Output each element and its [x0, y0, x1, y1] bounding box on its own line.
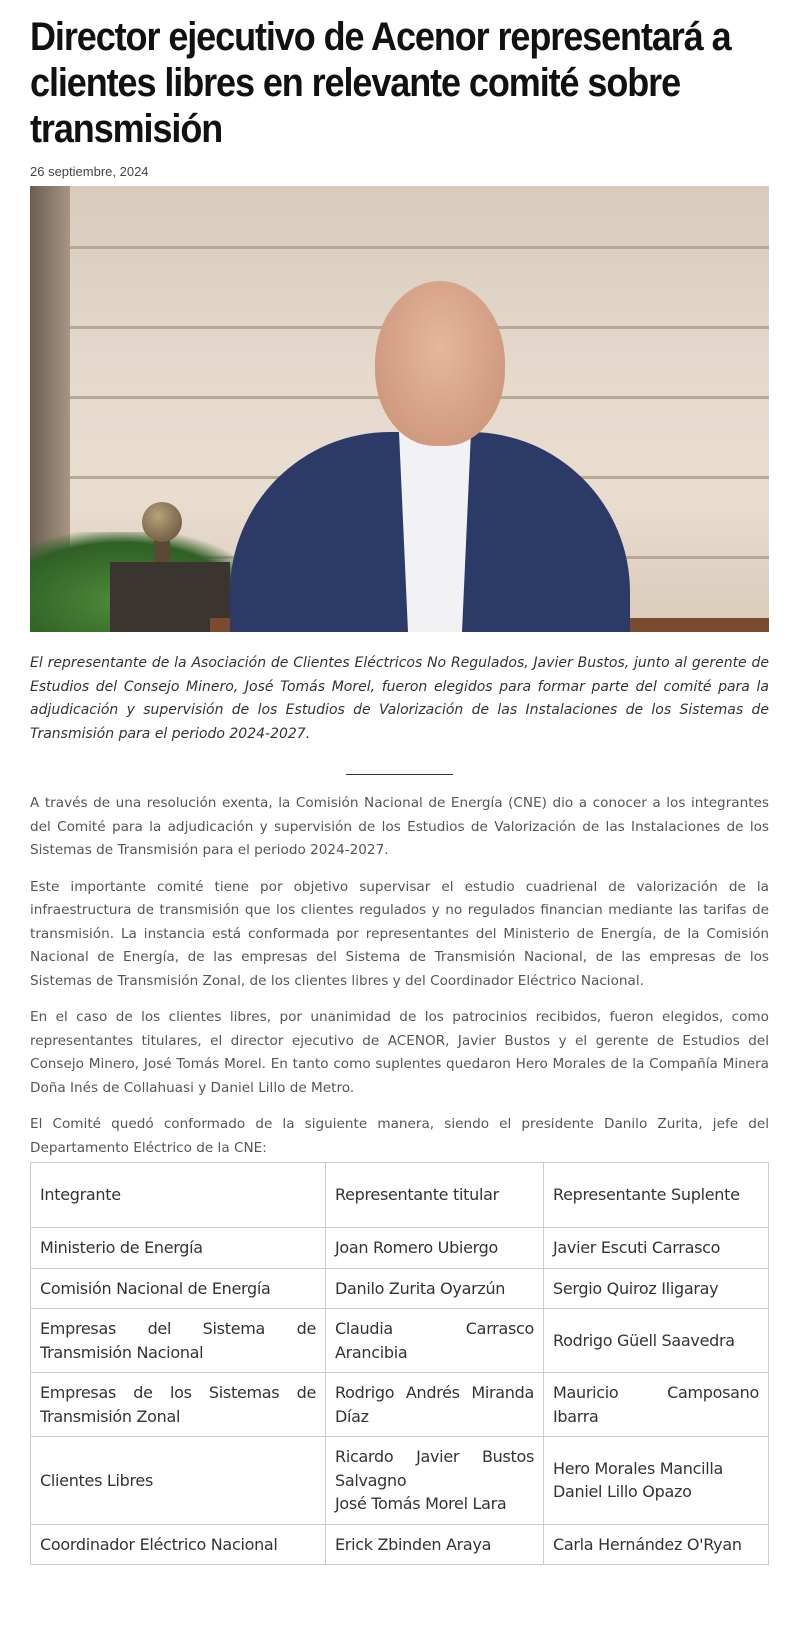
table-cell: Ricardo Javier Bustos Salvagno José Tomás Morel Lara: [326, 1437, 544, 1525]
article-date: 26 septiembre, 2024: [30, 164, 149, 179]
header-cell: Integrante: [31, 1163, 326, 1228]
table-cell: Rodrigo Andrés Miranda Díaz: [326, 1373, 544, 1437]
table-cell: Clientes Libres: [31, 1437, 326, 1525]
table-cell: Erick Zbinden Araya: [326, 1524, 544, 1565]
table-row: [31, 1437, 769, 1525]
table-cell: Comisión Nacional de Energía: [31, 1268, 326, 1309]
article-title: Director ejecutivo de Acenor representará a clientes libres en relevante comité sobre transmisión: [30, 15, 731, 151]
table-cell: Coordinador Eléctrico Nacional: [31, 1524, 326, 1565]
table-cell: Danilo Zurita Oyarzún: [326, 1268, 544, 1309]
table-cell: Claudia Carrasco Arancibia: [326, 1309, 544, 1373]
paragraph: A través de una resolución exenta, la Comisión Nacional de Energía (CNE) dio a conocer a los integrantes del Comité para la adjudicación y supervisión de los Estudios de Valorización de las Instalaciones de los Sistemas de Transmisión para el periodo 2024-2027.: [30, 795, 769, 858]
committee-table: [30, 1162, 769, 1565]
divider: [346, 774, 453, 775]
table-cell: Rodrigo Güell Saavedra: [544, 1309, 769, 1373]
table-cell: Javier Escuti Carrasco: [544, 1228, 769, 1269]
table-row: [31, 1524, 769, 1565]
table-row: [31, 1309, 769, 1373]
table-cell: Carla Hernández O'Ryan: [544, 1524, 769, 1565]
paragraph: En el caso de los clientes libres, por unanimidad de los patrocinios recibidos, fueron elegidos, como representantes titulares, el director ejecutivo de ACENOR, Javier Bustos y el gerente de Estudios del Consejo Minero, José Tomás Morel. En tanto como suplentes quedaron Hero Morales de la Compañía Minera Doña Inés de Collahuasi y Daniel Lillo de Metro.: [30, 1009, 769, 1096]
table-cell: Mauricio Camposano Ibarra: [544, 1373, 769, 1437]
table-cell: Sergio Quiroz Iligaray: [544, 1268, 769, 1309]
photo-caption: El representante de la Asociación de Clientes Eléctricos No Regulados, Javier Bustos, junto al gerente de Estudios del Consejo Minero, José Tomás Morel, fueron elegidos para formar parte del comité para la adjudicación y supervisión de los Estudios de Valorización de las Instalaciones de los Sistemas de Transmisión para el periodo 2024-2027.: [30, 655, 769, 742]
table-row: [31, 1268, 769, 1309]
table-cell: Ministerio de Energía: [31, 1228, 326, 1269]
header-cell: Representante Suplente: [544, 1163, 769, 1228]
table-cell: Hero Morales Mancilla Daniel Lillo Opazo: [544, 1437, 769, 1525]
table-row: [31, 1373, 769, 1437]
table-cell: Empresas de los Sistemas de Transmisión Zonal: [31, 1373, 326, 1437]
paragraph: El Comité quedó conformado de la siguiente manera, siendo el presidente Danilo Zurita, jefe del Departamento Eléctrico de la CNE:: [30, 1116, 769, 1156]
table-row: [31, 1228, 769, 1269]
article-photo: [30, 186, 769, 632]
article: [30, 0, 769, 1565]
paragraph: Este importante comité tiene por objetivo supervisar el estudio cuadrienal de valorización de la infraestructura de transmisión que los clientes regulados y no regulados financian mediante las tarifas de transmisión. La instancia está conformada por representantes del Ministerio de Energía, de la Comisión Nacional de Energía, de las empresas del Sistema de Transmisión Nacional, de las empresas de los Sistemas de Transmisión Zonal, de los clientes libres y del Coordinador Eléctrico Nacional.: [30, 878, 769, 989]
table-cell: Empresas del Sistema de Transmisión Nacional: [31, 1309, 326, 1373]
table-header-row: [31, 1163, 769, 1228]
table-cell: Joan Romero Ubiergo: [326, 1228, 544, 1269]
header-cell: Representante titular: [326, 1163, 544, 1228]
